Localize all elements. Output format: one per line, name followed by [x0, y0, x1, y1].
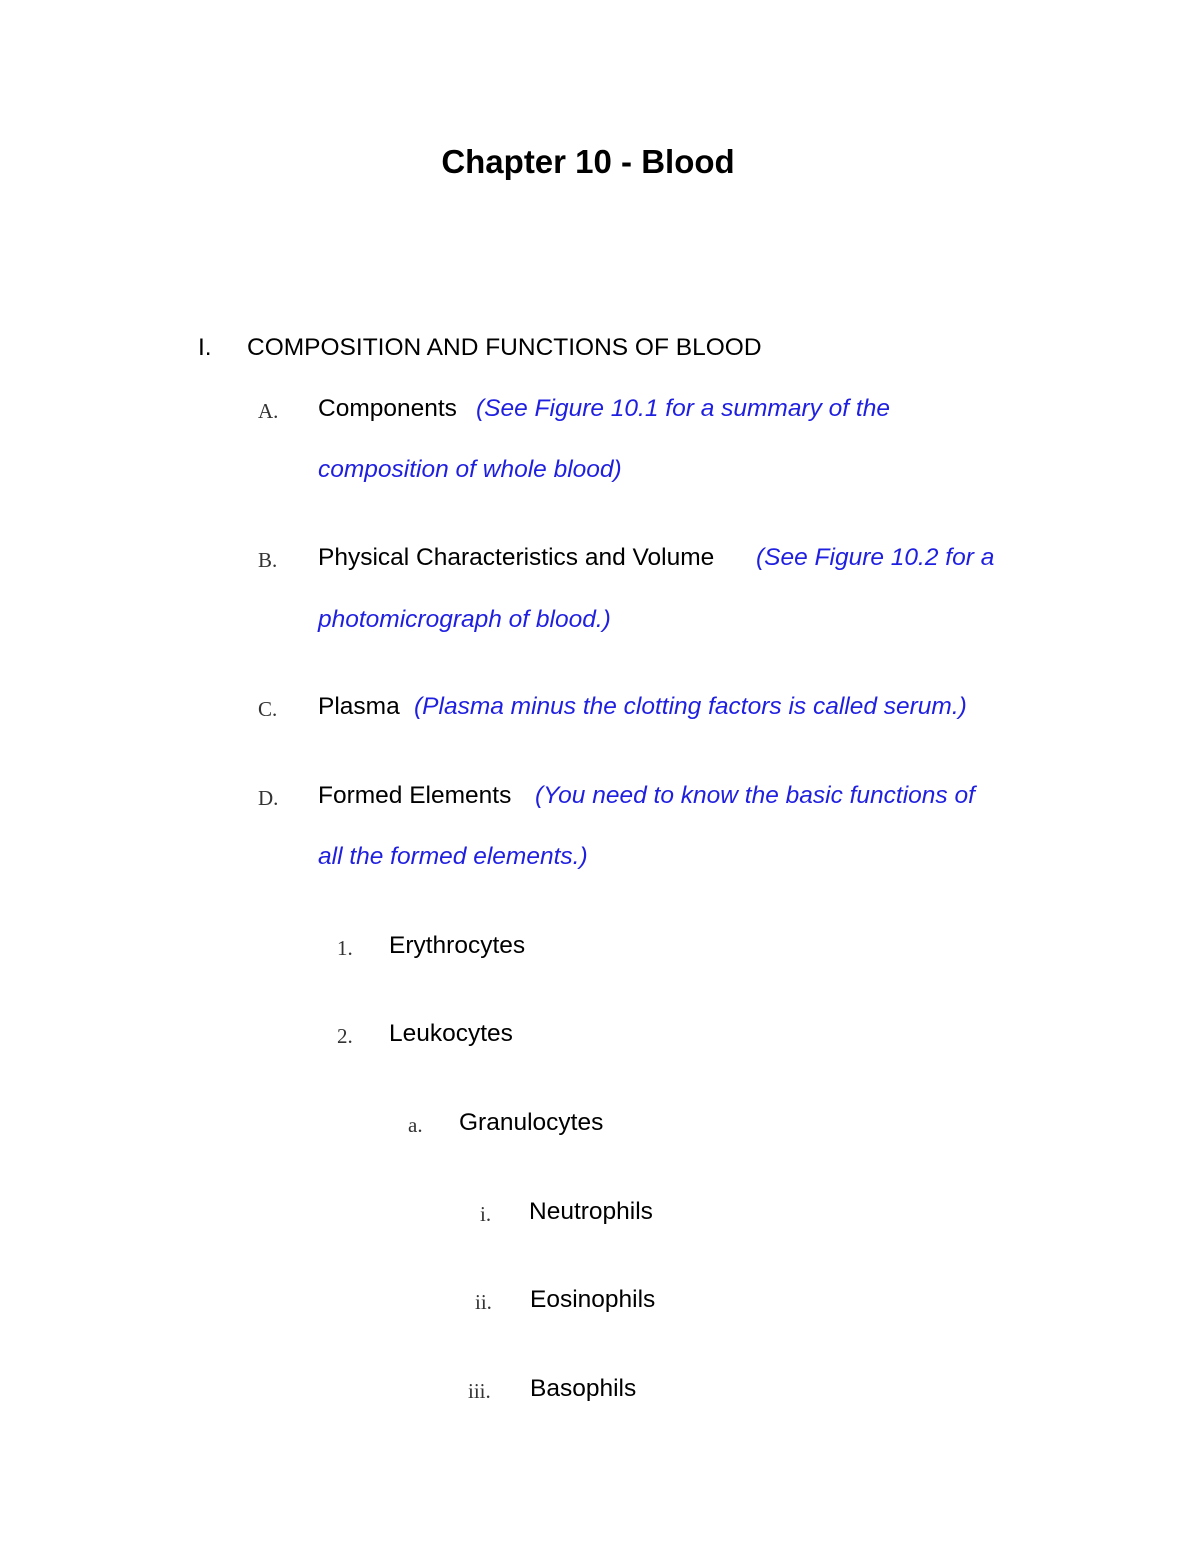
- outline-marker: iii.: [468, 1379, 491, 1403]
- item-label: Formed Elements: [318, 782, 512, 809]
- item-label: Plasma: [318, 693, 400, 720]
- item-label: Neutrophils: [529, 1198, 653, 1225]
- item-label: Leukocytes: [389, 1020, 513, 1047]
- outline-marker: 2.: [337, 1024, 353, 1048]
- item-label: Granulocytes: [459, 1109, 604, 1136]
- item-note: (See Figure 10.1 for a summary of the: [476, 395, 890, 422]
- outline-marker: D.: [258, 786, 279, 810]
- outline-marker: 1.: [337, 936, 353, 960]
- section-heading: COMPOSITION AND FUNCTIONS OF BLOOD: [247, 334, 762, 361]
- item-note: (Plasma minus the clotting factors is called serum.): [414, 693, 967, 720]
- item-note: (You need to know the basic functions of: [535, 782, 975, 809]
- page-title: Chapter 10 - Blood: [441, 143, 735, 180]
- item-label: Basophils: [530, 1375, 637, 1402]
- item-label: Components: [318, 395, 457, 422]
- outline-marker: a.: [408, 1113, 423, 1137]
- item-label: Physical Characteristics and Volume: [318, 544, 715, 571]
- outline-marker: B.: [258, 548, 278, 572]
- outline-marker: i.: [480, 1202, 492, 1226]
- item-note-continued: photomicrograph of blood.): [318, 606, 611, 633]
- item-note-continued: composition of whole blood): [318, 456, 622, 483]
- outline-marker: A.: [258, 399, 279, 423]
- outline-marker: C.: [258, 697, 278, 721]
- item-label: Eosinophils: [530, 1286, 656, 1313]
- item-note-continued: all the formed elements.): [318, 843, 588, 870]
- outline-marker: I.: [198, 334, 212, 361]
- item-note: (See Figure 10.2 for a: [756, 544, 995, 571]
- item-label: Erythrocytes: [389, 932, 526, 959]
- outline-marker: ii.: [475, 1290, 492, 1314]
